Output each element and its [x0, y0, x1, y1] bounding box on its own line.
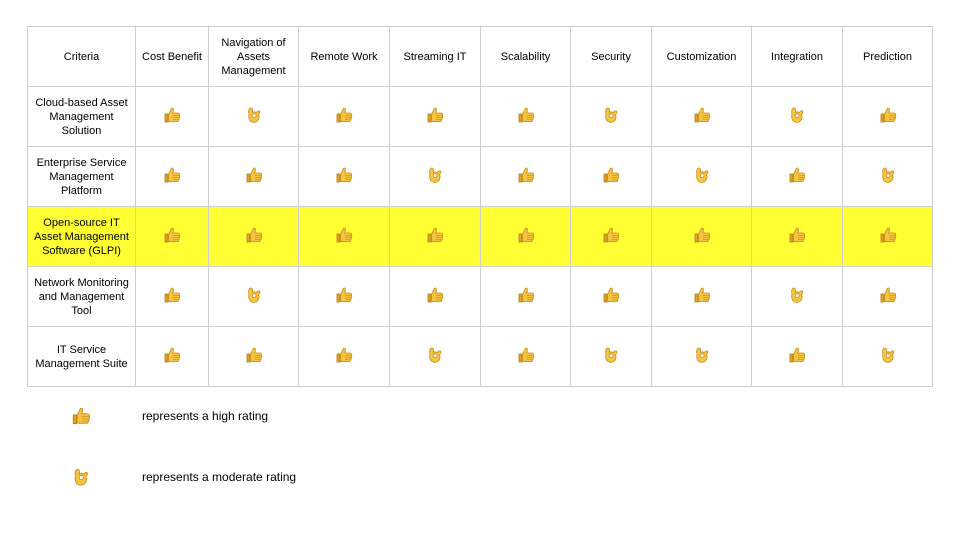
rating-cell: [481, 147, 571, 207]
thumbs-up-icon: [162, 225, 182, 245]
thumbs-up-icon: [425, 105, 445, 125]
column-header: [752, 27, 843, 87]
thumbs-up-icon: [162, 105, 182, 125]
rating-cell: [136, 327, 209, 387]
table-row: [28, 207, 933, 267]
rating-cell: [299, 267, 390, 327]
rating-cell: [299, 327, 390, 387]
rating-cell: [652, 267, 752, 327]
rating-cell: [752, 327, 843, 387]
rating-cell: [390, 147, 481, 207]
ok-hand-icon: [244, 285, 264, 305]
thumbs-up-icon: [334, 165, 354, 185]
product-name-cell: [28, 87, 136, 147]
thumbs-up-icon: [878, 105, 898, 125]
rating-cell: [136, 207, 209, 267]
thumbs-up-icon: [425, 225, 445, 245]
rating-cell: [481, 267, 571, 327]
header-label: Criteria: [63, 50, 100, 63]
thumbs-up-icon: [334, 345, 354, 365]
rating-cell: [652, 87, 752, 147]
ok-hand-icon: [878, 165, 898, 185]
rating-cell: [843, 267, 933, 327]
ok-hand-icon: [425, 165, 445, 185]
thumbs-up-icon: [425, 285, 445, 305]
legend-moderate: [70, 466, 297, 488]
table-row: [28, 147, 933, 207]
header-label: Customization: [666, 50, 737, 63]
rating-cell: [481, 207, 571, 267]
rating-cell: [652, 327, 752, 387]
thumbs-up-icon: [692, 285, 712, 305]
rating-cell: [136, 87, 209, 147]
thumbs-up-icon: [244, 225, 264, 245]
header-label: Scalability: [500, 50, 551, 63]
ok-hand-icon: [601, 105, 621, 125]
rating-cell: [209, 327, 299, 387]
ok-hand-icon: [692, 345, 712, 365]
thumbs-up-icon: [516, 165, 536, 185]
rating-cell: [752, 147, 843, 207]
header-row: [28, 27, 933, 87]
ok-hand-icon: [244, 105, 264, 125]
header-label: Cost Benefit: [142, 50, 202, 63]
rating-cell: [843, 327, 933, 387]
product-name: Enterprise Service Management Platform: [36, 156, 127, 197]
header-label: Security: [591, 50, 631, 63]
header-label: Streaming IT: [403, 50, 467, 63]
rating-cell: [752, 207, 843, 267]
rating-cell: [752, 267, 843, 327]
rating-cell: [843, 207, 933, 267]
table-row: [28, 267, 933, 327]
product-name: IT Service Management Suite: [35, 343, 128, 370]
thumbs-up-icon: [334, 285, 354, 305]
thumbs-up-icon: [334, 105, 354, 125]
thumbs-up-icon: [334, 225, 354, 245]
rating-cell: [571, 87, 652, 147]
column-header: [652, 27, 752, 87]
thumbs-up-icon: [787, 165, 807, 185]
product-name-cell: [28, 267, 136, 327]
product-name-cell: [28, 327, 136, 387]
column-header: [843, 27, 933, 87]
rating-cell: [136, 267, 209, 327]
thumbs-up-icon: [244, 345, 264, 365]
rating-cell: [209, 87, 299, 147]
ok-hand-icon: [878, 345, 898, 365]
thumbs-up-icon: [878, 225, 898, 245]
rating-cell: [571, 267, 652, 327]
rating-cell: [752, 87, 843, 147]
thumbs-up-icon: [787, 225, 807, 245]
thumbs-up-icon: [162, 165, 182, 185]
column-header: [390, 27, 481, 87]
rating-cell: [299, 147, 390, 207]
rating-cell: [299, 87, 390, 147]
column-header: [299, 27, 390, 87]
rating-cell: [571, 327, 652, 387]
thumbs-up-icon: [692, 105, 712, 125]
rating-cell: [481, 87, 571, 147]
rating-cell: [136, 147, 209, 207]
ok-hand-icon: [692, 165, 712, 185]
thumbs-up-icon: [692, 225, 712, 245]
legend-high-label: represents a high rating: [142, 409, 269, 423]
column-header: [136, 27, 209, 87]
comparison-table: [27, 26, 933, 387]
rating-cell: [209, 207, 299, 267]
rating-cell: [843, 147, 933, 207]
thumbs-up-icon: [878, 285, 898, 305]
criteria-header: [28, 27, 136, 87]
ok-hand-icon: [70, 466, 92, 488]
product-name-cell: [28, 147, 136, 207]
ok-hand-icon: [601, 345, 621, 365]
rating-cell: [571, 147, 652, 207]
table-row: [28, 327, 933, 387]
rating-cell: [843, 87, 933, 147]
rating-cell: [652, 207, 752, 267]
column-header: [481, 27, 571, 87]
header-label: Remote Work: [310, 50, 378, 63]
ok-hand-icon: [425, 345, 445, 365]
thumbs-up-icon: [601, 285, 621, 305]
ok-hand-icon: [787, 285, 807, 305]
column-header: [209, 27, 299, 87]
thumbs-up-icon: [787, 345, 807, 365]
thumbs-up-icon: [516, 285, 536, 305]
thumbs-up-icon: [601, 165, 621, 185]
thumbs-up-icon: [162, 285, 182, 305]
rating-cell: [390, 327, 481, 387]
product-name-cell: [28, 207, 136, 267]
legend-high: [70, 405, 269, 427]
header-label: Navigation of Assets Management: [221, 36, 286, 77]
header-label: Prediction: [863, 50, 912, 63]
product-name: Open-source IT Asset Management Software (GLPI): [34, 216, 129, 257]
rating-cell: [571, 207, 652, 267]
thumbs-up-icon: [70, 405, 92, 427]
rating-cell: [652, 147, 752, 207]
column-header: [571, 27, 652, 87]
thumbs-up-icon: [244, 165, 264, 185]
rating-cell: [390, 87, 481, 147]
rating-cell: [299, 207, 390, 267]
rating-cell: [209, 267, 299, 327]
table-row: [28, 87, 933, 147]
thumbs-up-icon: [516, 105, 536, 125]
header-label: Integration: [771, 50, 823, 63]
ok-hand-icon: [787, 105, 807, 125]
product-name: Cloud-based Asset Management Solution: [35, 96, 128, 137]
thumbs-up-icon: [601, 225, 621, 245]
legend-moderate-label: represents a moderate rating: [142, 470, 297, 484]
rating-cell: [390, 267, 481, 327]
rating-cell: [209, 147, 299, 207]
thumbs-up-icon: [516, 225, 536, 245]
product-name: Network Monitoring and Management Tool: [34, 276, 129, 317]
thumbs-up-icon: [516, 345, 536, 365]
thumbs-up-icon: [162, 345, 182, 365]
rating-cell: [390, 207, 481, 267]
rating-cell: [481, 327, 571, 387]
